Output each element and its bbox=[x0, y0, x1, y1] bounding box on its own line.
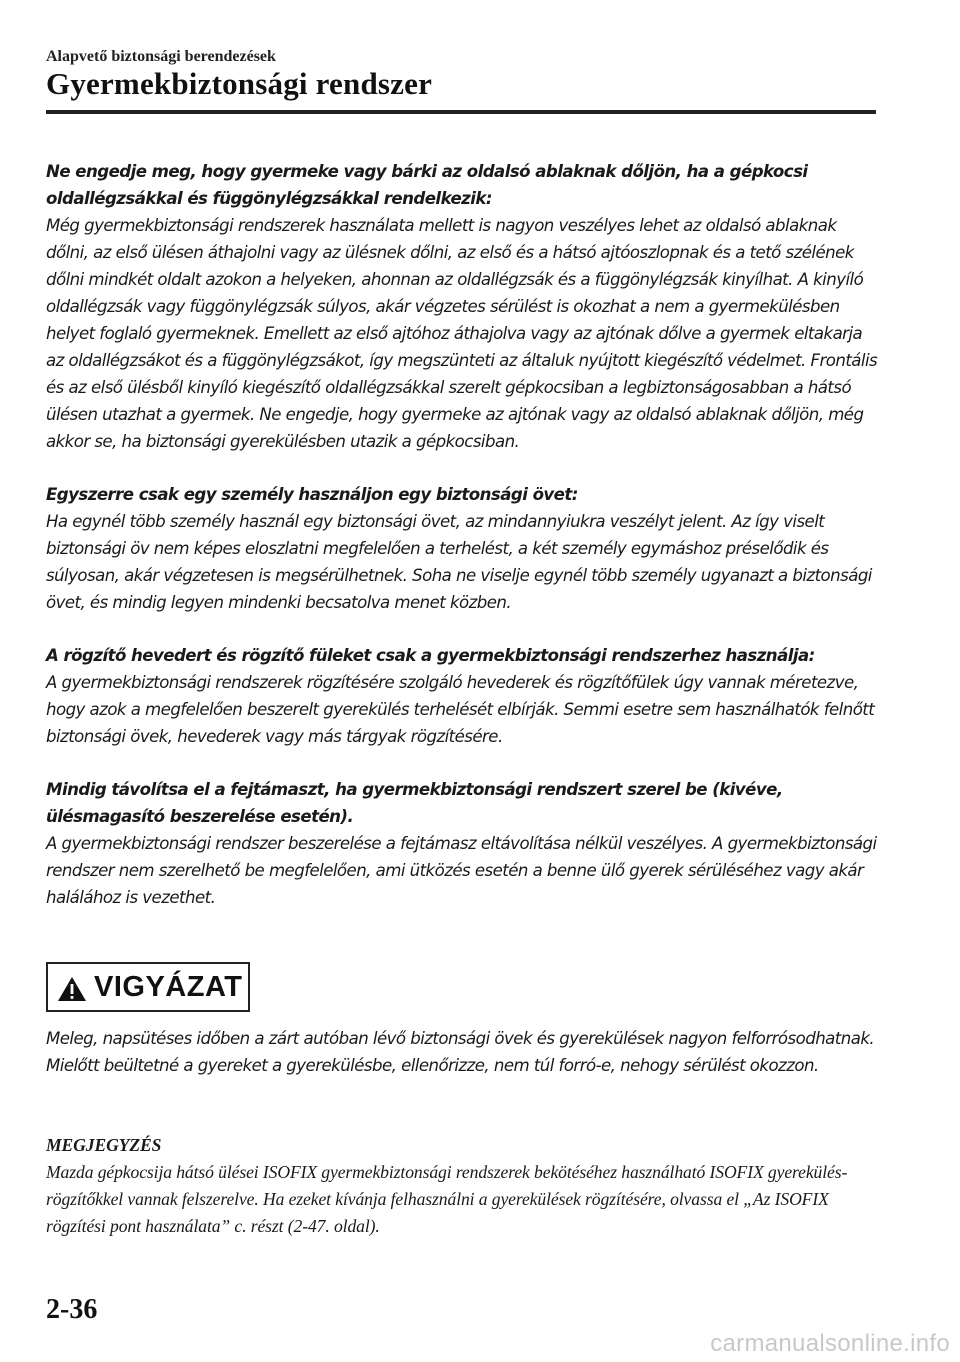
note-title: MEGJEGYZÉS bbox=[46, 1135, 162, 1155]
warning-block-headrest bbox=[46, 776, 880, 911]
section-label: Alapvető biztonsági berendezések bbox=[46, 48, 276, 65]
warning-block-title: A rögzítő hevedert és rögzítő füleket csak a gyermekbiztonsági rendszerhez használja: bbox=[46, 646, 815, 665]
page-number: 2-36 bbox=[46, 1294, 98, 1325]
warning-block-body: A gyermekbiztonsági rendszer beszerelése a fejtámasz eltávolítása nélkül veszélyes. A gyermekbiztonsági rendszer nem szerelhető be megfelelően, ami ütközés esetén a benne ülő gyerek sérüléséhez vagy akár halálához is vezethet. bbox=[46, 834, 877, 907]
warning-block-title: Mindig távolítsa el a fejtámaszt, ha gyermekbiztonsági rendszert szerel be (kivéve, ülésmagasító beszerelése esetén). bbox=[46, 780, 783, 826]
warning-block-body: A gyermekbiztonsági rendszerek rögzítésére szolgáló hevederek és rögzítőfülek úgy vannak méretezve, hogy azok a megfelelően beszerelt gyerekülés terhelését elbírják. Semmi esetre sem használhatók felnőtt biztonsági övek, hevederek vagy más tárgyak rögzítésére. bbox=[46, 673, 875, 746]
caution-box bbox=[46, 962, 250, 1012]
warning-block-side-window bbox=[46, 158, 880, 455]
header-divider bbox=[46, 110, 876, 114]
warning-block-one-person-belt bbox=[46, 481, 880, 616]
caution-label: VIGYÁZAT bbox=[94, 971, 243, 1003]
warning-block-title: Egyszerre csak egy személy használjon egy biztonsági övet: bbox=[46, 485, 578, 504]
warning-block-body: Ha egynél több személy használ egy biztonsági övet, az mindannyiukra veszélyt jelent. Az így viselt biztonsági öv nem képes eloszlatni megfelelően a terhelést, a két személy egymáshoz préselődik és súlyosan, akár végzetesen is megsérülhetnek. Soha ne viselje egynél több személy ugyanazt a biztonsági övet, és mindig legyen mindenki becsatolva menet közben. bbox=[46, 512, 872, 612]
warning-triangle-icon bbox=[57, 976, 87, 1002]
warning-block-title: Ne engedje meg, hogy gyermeke vagy bárki az oldalsó ablaknak dőljön, ha a gépkocsi oldallégzsákkal és függönylégzsákkal rendelkezik: bbox=[46, 162, 808, 208]
warning-block-tether-anchors bbox=[46, 642, 880, 750]
warning-content bbox=[46, 158, 880, 937]
caution-text: Meleg, napsütéses időben a zárt autóban lévő biztonsági övek és gyerekülések nagyon felforrósodhatnak. Mielőtt beültetné a gyereket a gyerekülésbe, ellenőrizze, nem túl forró-e, nehogy sérülést okozzon. bbox=[46, 1029, 875, 1075]
warning-block-body: Még gyermekbiztonsági rendszerek használata mellett is nagyon veszélyes lehet az oldalsó ablaknak dőlni, az első ülésen áthajolni vagy az ülésnek dőlni, az első és a hátsó ajtóoszlopnak és a tető szélének dőlni mindkét oldalt azokon a helyeken, ahonnan az oldallégzsák és a függönylégzsák kinyílhat. A kinyíló oldallégzsák vagy függönylégzsák súlyos, akár végzetes sérülést is okozhat a nem a gyermekülésben helyet foglaló gyermeknek. Emellett az első ajtóhoz áthajolva vagy az ajtónak dőlve a gyermek eltakarja az oldallégzsákot és a függönylégzsákot, így megszünteti az általuk nyújtott kiegészítő védelmet. Frontális és az első ülésből kinyíló kiegészítő oldallégzsákkal szerelt gépkocsiban a legbiztonságosabban a hátsó ülésen utazhat a gyermek. Ne engedje, hogy gyermeke az ajtónak vagy az oldalsó ablaknak dőljön, még akkor se, ha biztonsági gyerekülésben utazik a gépkocsiban. bbox=[46, 216, 878, 451]
site-watermark: carmanualsonline.info bbox=[710, 1330, 950, 1357]
note-section bbox=[46, 1132, 886, 1240]
page-title: Gyermekbiztonsági rendszer bbox=[46, 66, 433, 101]
note-body: Mazda gépkocsija hátsó ülései ISOFIX gyermekbiztonsági rendszerek bekötéséhez használható ISOFIX gyerekülés-rögzítőkkel vannak felszerelve. Ha ezeket kívánja felhasználni a gyerekülések rögzítésére, olvassa el „Az ISOFIX rögzítési pont használata” c. részt (2-47. oldal). bbox=[46, 1162, 848, 1236]
